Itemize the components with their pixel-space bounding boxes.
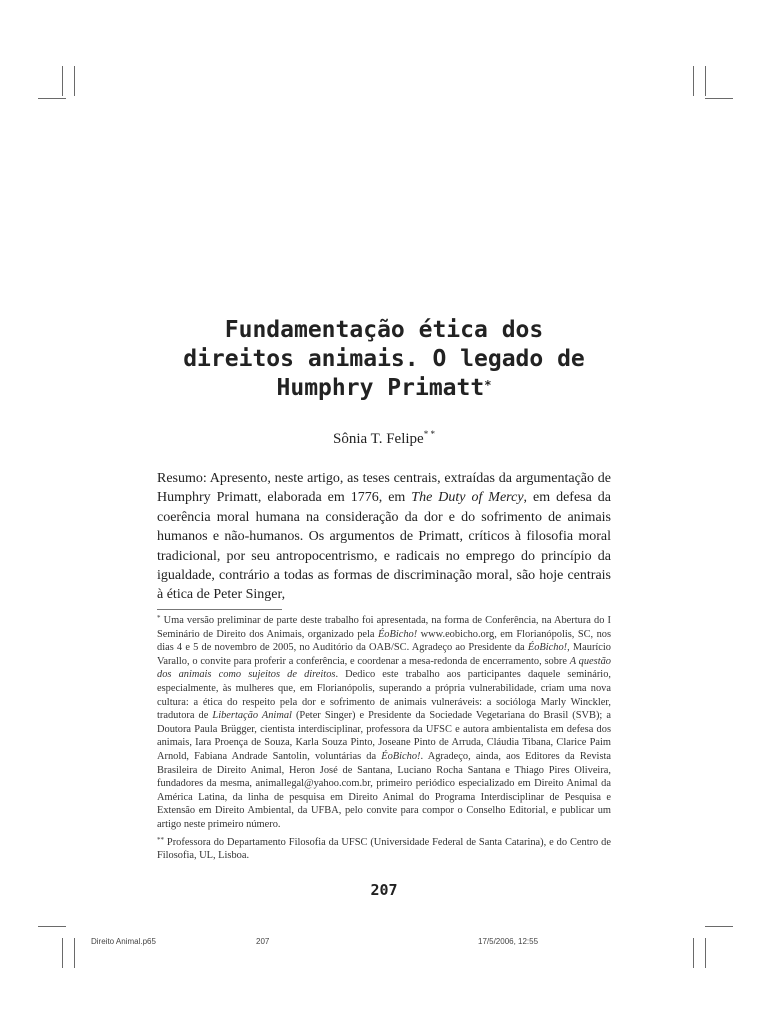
title-line-3 [100, 374, 668, 403]
footnote-1-text-a: Uma versão preliminar de parte deste trabalho foi apresentada, na forma de Conferência, na Abertura do I Seminário de Direito dos Animais, organizado pela [157, 615, 611, 640]
abstract-text-2: , em defesa da coerência moral humana na consideração da dor e do sofrimento de animais humanos e não-humanos. Os argumentos de Primatt, críticos à filosofia moral tradicional, por seu antropocentrismo, e radicais no emprego do princípio da igualdade, contrário a todas as formas de discriminação moral, são hoje centrais à ética de Peter Singer, [157, 490, 611, 603]
slug-filename: Direito Animal.p65 [91, 937, 156, 946]
footnote-1 [157, 614, 611, 832]
footnote-2-mark: ** [157, 835, 164, 844]
footnote-1-italic-5: ÉoBicho! [381, 750, 421, 762]
author-name: Sônia T. Felipe [333, 431, 424, 447]
article-title [100, 316, 668, 403]
crop-mark-top-left-horizontal [38, 98, 66, 99]
crop-mark-top-left-inner [74, 66, 75, 96]
abstract-label: Resumo [157, 471, 203, 486]
crop-mark-bottom-right-horizontal [705, 926, 733, 927]
crop-mark-bottom-right-outer [705, 938, 706, 968]
crop-mark-bottom-left-inner [74, 938, 75, 968]
footnote-1-italic-3: A questão dos animais como sujeitos de direitos [157, 655, 611, 681]
footnote-1-text-d: . Dedico este trabalho aos participantes daquele seminário, especialmente, às mulheres que, em Florianópolis, superando a própria vulnerabilidade, criam uma nova cultura: a ética do respeito pela dor e sofrimento de animais vulneráveis: a socióloga Marly Winckler, tradutora de [157, 669, 611, 722]
page-number: 207 [370, 881, 398, 899]
footnote-2-text: Professora do Departamento Filosofia da UFSC (Universidade Federal de Santa Catarina), e do Centro de Filosofia, UL, Lisboa. [157, 836, 611, 862]
abstract-text-1: : Apresento, neste artigo, as teses centrais, extraídas da argumentação de Humphry Primatt, elaborada em 1776, em [157, 471, 611, 506]
footnote-1-text-f: . Agradeço, ainda, aos Editores da Revista Brasileira de Direito Animal, Heron José de Santana, Luciano Rocha Santana e Thiago Pires Oliveira, fundadores da mesma, animallegal@yahoo.com.br, primeiro periódico especializado em Direito Animal da América Latina, da linha de pesquisa em Direito Animal do Programa Interdisciplinar de Pesquisa e Extensão em Direito Ambiental, da UFBA, pelo convite para compor o Conselho Editorial, e publicar um artigo neste primeiro número. [157, 750, 611, 830]
footnote-1-italic-1: ÉoBicho! [377, 628, 418, 640]
footnotes [157, 614, 611, 863]
author-footnote-mark: * * [423, 429, 435, 439]
crop-mark-top-right-horizontal [705, 98, 733, 99]
footnote-1-text-e: (Peter Singer) e Presidente da Sociedade Vegetariana do Brasil (SVB); a Doutora Paula Brügger, cientista interdisciplinar, professora da UFSC e autora ambientalista em defesa dos animais, Iara Proença de Souza, Karla Souza Pinto, Joseane Pinto de Arruda, Cláudia Tibana, Clarice Paim Arnold, Fabiana Andrade Santolin, voluntárias da [157, 710, 611, 762]
slug-datetime: 17/5/2006, 12:55 [478, 937, 539, 946]
crop-mark-bottom-left-outer [62, 938, 63, 968]
abstract-paragraph [157, 469, 611, 605]
title-line-1: Fundamentação ética dos [224, 317, 544, 343]
footnote-1-mark: * [157, 614, 161, 622]
footnote-divider [157, 609, 282, 610]
title-line-2: direitos animais. O legado de [183, 346, 585, 372]
title-footnote-mark: * [484, 378, 492, 392]
crop-mark-bottom-right-inner [693, 938, 694, 968]
abstract-italic-title: The Duty of Mercy [411, 490, 524, 506]
title-line-3-text: Humphry Primatt [276, 375, 485, 401]
footnote-1-text-c: , Maurício Varallo, o convite para proferir a conferência, e coordenar a mesa-redonda de encerramento, sobre [157, 642, 611, 667]
slug-page: 207 [256, 937, 270, 946]
crop-mark-top-left-outer [62, 66, 63, 96]
footnote-2 [157, 836, 611, 863]
author-line [100, 431, 668, 448]
crop-mark-top-right-inner [693, 66, 694, 96]
footnote-1-italic-2: ÉoBicho! [527, 642, 568, 654]
footnote-1-text-b: www.eobicho.org, em Florianópolis, SC, nos dias 4 e 5 de novembro de 2005, no Auditório da OAB/SC. Agradeço ao Presidente da [157, 628, 612, 654]
footnote-1-italic-4: Libertação Animal [212, 710, 292, 722]
crop-mark-bottom-left-horizontal [38, 926, 66, 927]
crop-mark-top-right-outer [705, 66, 706, 96]
